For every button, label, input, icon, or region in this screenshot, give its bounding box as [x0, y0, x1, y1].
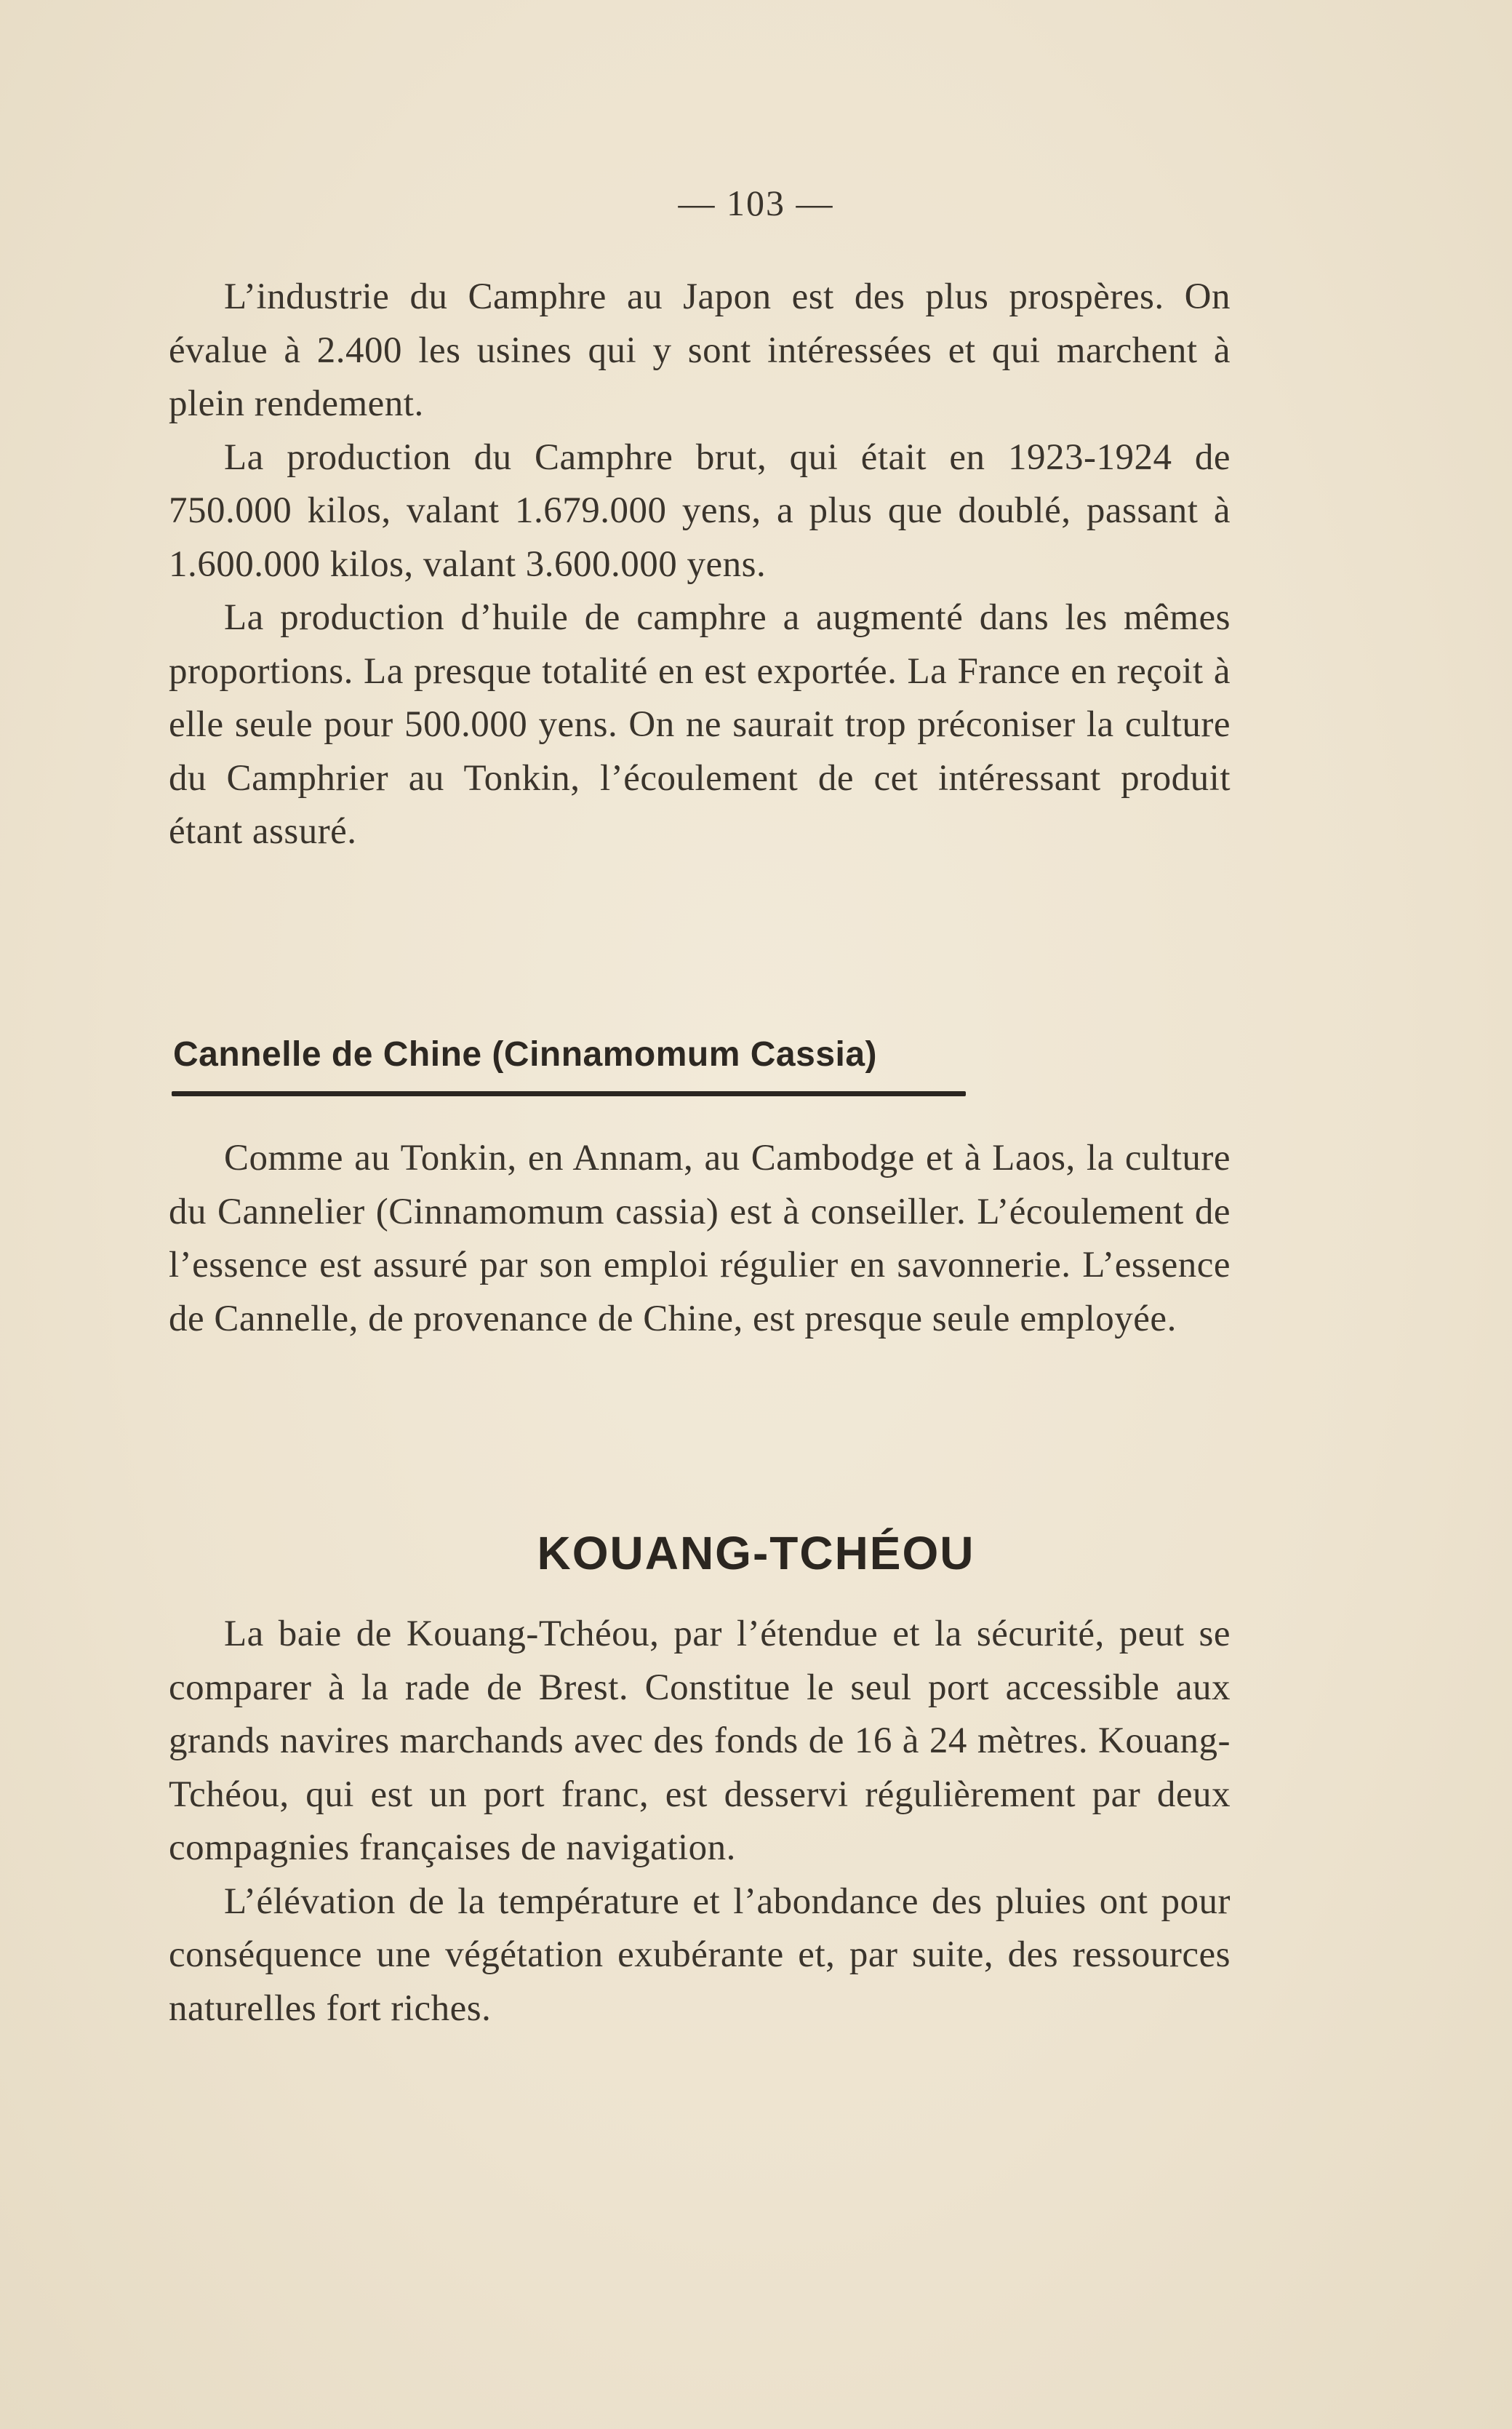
camphre-section — [169, 271, 1231, 859]
paragraph: Comme au Tonkin, en Annam, au Cambodge et à Laos, la culture du Cannelier (Cinnamomum cassia) est à conseiller. L’écoulement de l’essence est assuré par son emploi régulier en savonnerie. L’essence de Cannelle, de provenance de Chine, est presque seule employée. — [169, 1138, 1231, 1339]
kouang-tcheou-section — [169, 1608, 1231, 2035]
paragraph: L’élévation de la température et l’abondance des pluies ont pour conséquence une végétation exubérante et, par suite, des ressources naturelles fort riches. — [169, 1880, 1231, 2029]
paragraph: La production du Camphre brut, qui était en 1923-1924 de 750.000 kilos, valant 1.679.000 yens, a plus que doublé, passant à 1.600.000 kilos, valant 3.600.000 yens. — [169, 436, 1231, 585]
chapter-title-kouang-tcheou: KOUANG-TCHÉOU — [537, 1527, 975, 1579]
paragraph: La production d’huile de camphre a augmenté dans les mêmes proportions. La presque totalité en est exportée. La France en reçoit à elle seule pour 500.000 yens. On ne saurait trop préconiser la culture du Camphrier au Tonkin, l’écoulement de cet intéressant produit étant assuré. — [169, 597, 1231, 852]
paragraph: L’industrie du Camphre au Japon est des plus prospères. On évalue à 2.400 les usines qui y sont intéressées et qui marchent à plein rendement. — [169, 276, 1231, 424]
section-heading-cannelle: Cannelle de Chine (Cinnamomum Cassia) — [173, 1035, 878, 1074]
cannelle-section — [169, 1132, 1231, 1346]
heading-underline — [172, 1091, 966, 1096]
paragraph: La baie de Kouang-Tchéou, par l’étendue et la sécurité, peut se comparer à la rade de Brest. Constitue le seul port accessible aux grands navires marchands avec des fonds de 16 à 24 mètres. Kouang-Tchéou, qui est un port franc, est desservi régulièrement par deux compagnies françaises de navigation. — [169, 1614, 1231, 1868]
page-number: — 103 — — [678, 183, 834, 223]
